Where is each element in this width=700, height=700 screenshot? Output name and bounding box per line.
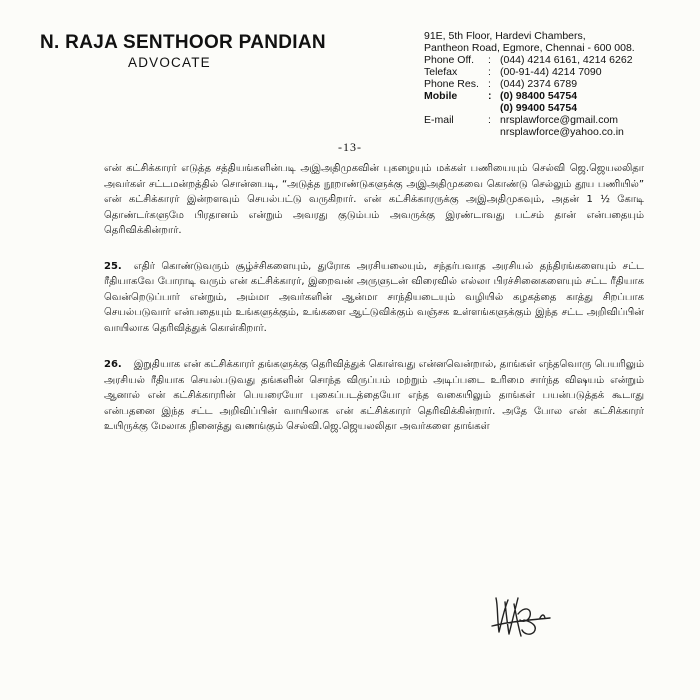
- contact-list: [424, 54, 694, 138]
- address-line: Pantheon Road, Egmore, Chennai - 600 008.: [424, 42, 635, 54]
- contact-row: [424, 78, 694, 90]
- advocate-title: ADVOCATE: [128, 55, 211, 70]
- contact-value: nrsplawforce@yahoo.co.in: [500, 126, 624, 138]
- contact-colon: [488, 102, 500, 114]
- paragraph: [104, 259, 644, 337]
- document-body: [104, 161, 644, 435]
- contact-row: [424, 90, 694, 102]
- paragraph-number: 25.: [104, 260, 122, 272]
- contact-row: [424, 66, 694, 78]
- contact-label: [424, 102, 488, 114]
- contact-label: Phone Res.: [424, 78, 479, 90]
- contact-colon: :: [488, 114, 491, 126]
- contact-colon: [488, 126, 500, 138]
- paragraph-text: இறுதியாக என் கட்சிக்காரர் தங்களுக்கு தெரிவித்துக் கொள்வது என்னவென்றால், தாங்கள் எந்தவொரு பெயரிலும் அரசியல் ரீதியாக செயல்படுவது தங்களின் சொந்த விருப்பம் மற்றும் அடிப்படை உரிமை சார்ந்த விஷயம் என்றும் ஆனால் என் கட்சிக்காரரின் பெயரையோ புகைப்படத்தையோ எந்த வகையிலும் தாங்கள் பயன்படுத்தக் கூடாது என்பதனை இந்த சட்ட அறிவிப்பின் வாயிலாக என் கட்சிக்காரர் தெரிவிக்கின்றார். அதே போல என் கட்சிக்காரர் உயிருக்கு மேலாக நினைத்து வணங்கும் செல்வி.ஜெ.ஜெயலலிதா அவர்களை தாங்கள்: [104, 359, 644, 432]
- contact-row: [424, 114, 694, 126]
- contact-row: [424, 126, 694, 138]
- contact-value: (0) 98400 54754: [500, 90, 578, 102]
- contact-row: [424, 102, 694, 114]
- paragraph: [104, 357, 644, 435]
- contact-label: [424, 126, 488, 138]
- contact-value: nrsplawforce@gmail.com: [500, 114, 619, 126]
- contact-value: (044) 2374 6789: [500, 78, 578, 90]
- contact-colon: :: [488, 54, 491, 66]
- contact-value: (00-91-44) 4214 7090: [500, 66, 602, 78]
- contact-label: Phone Off.: [424, 54, 475, 66]
- contact-row: [424, 54, 694, 66]
- contact-value: (044) 4214 6161, 4214 6262: [500, 54, 633, 66]
- page-number: -13-: [338, 140, 362, 154]
- address-block: [424, 30, 694, 138]
- paragraph: [104, 161, 644, 239]
- paragraph-number: 26.: [104, 359, 122, 370]
- paragraph-text: எதிர் கொண்டுவரும் சூழ்ச்சிகளையும், துரோக அரசியலையும், சந்தர்பவாத அரசியல் தந்திரங்களையும் சட்ட ரீதியாகவே போராடி வரும் என் கட்சிக்காரர், இறைவன் அருளுடன் விரைவில் எல்லா பிரச்சினைகளையும் சட்ட ரீதியாக வென்றெடுப்பார் என்றும், அம்மா அவர்களின் ஆன்மா சாந்தியடையும் வழியில் கழகத்தை காத்து சிறப்பாக செயல்படுவார் என்பதையும் உங்களுக்கும், உங்களை ஆட்டுவிக்கும் வஞ்சக உள்ளங்களுக்கும் இந்த சட்ட அறிவிப்பின் வாயிலாக தெரிவித்துக் கொள்கிறார்.: [104, 260, 644, 334]
- contact-label: Mobile: [424, 90, 458, 102]
- contact-label: E-mail: [424, 114, 454, 126]
- contact-colon: :: [488, 78, 491, 90]
- address-line: 91E, 5th Floor, Hardevi Chambers,: [424, 30, 586, 42]
- signature: [488, 592, 568, 640]
- contact-colon: :: [488, 66, 491, 78]
- contact-label: Telefax: [424, 66, 458, 78]
- contact-colon: :: [488, 90, 492, 102]
- contact-value: (0) 99400 54754: [500, 102, 578, 114]
- advocate-name: N. RAJA SENTHOOR PANDIAN: [40, 32, 326, 53]
- paragraph-text: என் கட்சிக்காரர் எடுத்த சத்தியங்களின்படி அஇஅதிமுகவின் புகழையும் மக்கள் பணியையும் செல்வி ஜெ.ஜெயலலிதா அவர்கள் சட்டமன்றத்தில் சொன்னபடி, “அடுத்த நூறாண்டுகளுக்கு அஇஅதிமுகவை கொண்டு செல்லும் தூய பணியில்” என் கட்சிக்காரர் இன்றளவும் செயல்பட்டு வருகிறார். என் கட்சிக்காரருக்கு அஇஅதிமுகவும், அதன் 1 ½ கோடி தொண்டர்களுமே பிரதானம் என்றும் அவரது குடும்பம் அவருக்கு இரண்டாவது பட்சம் தான் என்பதையும் தெரிவிக்கின்றார்.: [104, 163, 644, 236]
